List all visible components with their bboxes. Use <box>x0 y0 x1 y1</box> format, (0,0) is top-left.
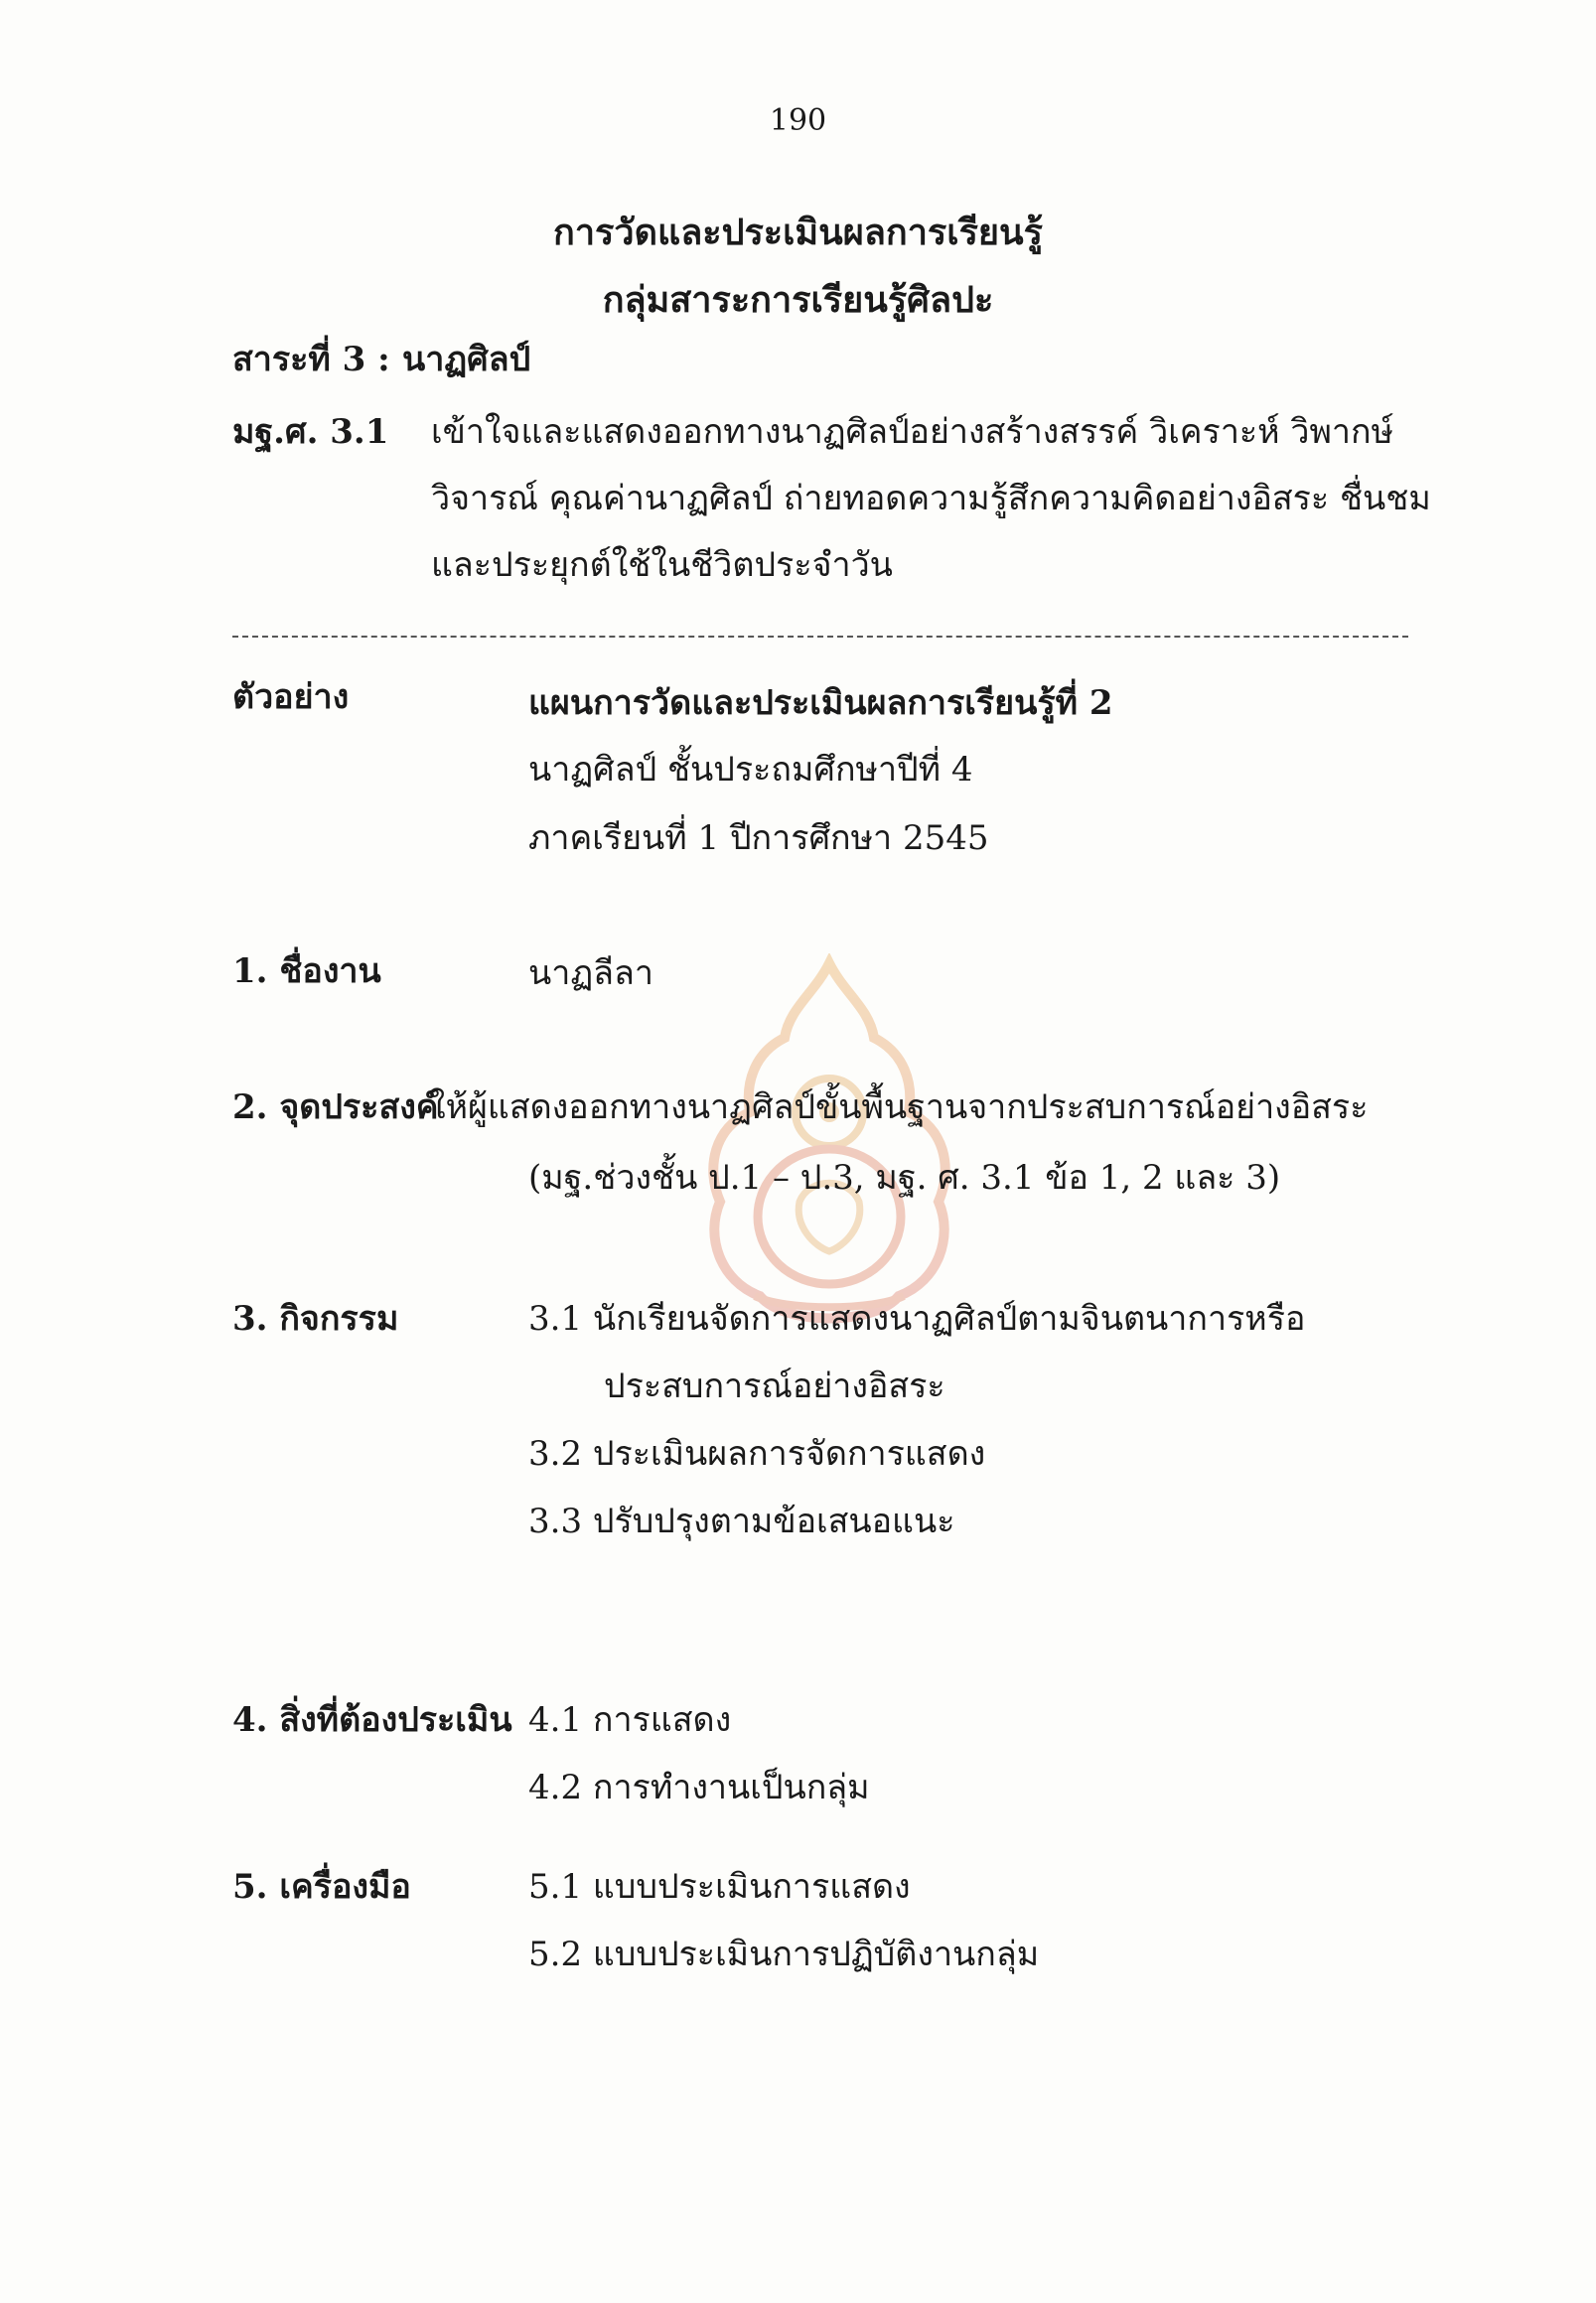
item2-line: (มฐ.ช่วงชั้น ป.1 – ป.3, มฐ. ศ. 3.1 ข้อ 1, 2 และ 3) <box>528 1158 1281 1198</box>
seal-watermark-icon <box>695 953 963 1341</box>
example-label: ตัวอย่าง <box>232 677 350 717</box>
item3-label: 3. กิจกรรม <box>232 1299 399 1339</box>
item1-label: 1. ชื่องาน <box>232 951 381 991</box>
standard-line: วิจารณ์ คุณค่านาฏศิลป์ ถ่ายทอดความรู้สึกความคิดอย่างอิสระ ชื่นชม <box>431 479 1431 518</box>
page-subtitle: กลุ่มสาระการเรียนรู้ศิลปะ <box>602 279 994 321</box>
section-divider <box>232 636 1408 638</box>
item5-line: 5.2 แบบประเมินการปฏิบัติงานกลุ่ม <box>528 1935 1040 1974</box>
page-title: การวัดและประเมินผลการเรียนรู้ <box>553 212 1043 253</box>
strand-value: นาฏศิลป์ <box>402 340 531 379</box>
standard-line: และประยุกต์ใช้ในชีวิตประจำวัน <box>431 545 893 585</box>
standard-line: เข้าใจและแสดงออกทางนาฏศิลป์อย่างสร้างสรรค์ วิเคราะห์ วิพากษ์ <box>431 412 1393 452</box>
item1-value: นาฏลีลา <box>528 953 653 993</box>
item3-line: 3.3 ปรับปรุงตามข้อเสนอแนะ <box>528 1502 955 1541</box>
example-line: ภาคเรียนที่ 1 ปีการศึกษา 2545 <box>528 818 989 858</box>
item5-label: 5. เครื่องมือ <box>232 1867 411 1907</box>
example-line: นาฏศิลป์ ชั้นประถมศึกษาปีที่ 4 <box>528 750 973 790</box>
example-heading: แผนการวัดและประเมินผลการเรียนรู้ที่ 2 <box>528 683 1113 723</box>
item4-line: 4.1 การแสดง <box>528 1700 732 1740</box>
item2-label: 2. จุดประสงค์ <box>232 1087 439 1127</box>
standard-label: มฐ.ศ. 3.1 <box>232 412 389 452</box>
item2-line: ให้ผู้แสดงออกทางนาฏศิลป์ขั้นพื้นฐานจากประสบการณ์อย่างอิสระ <box>429 1087 1369 1127</box>
page-number: 190 <box>769 103 827 138</box>
item5-line: 5.1 แบบประเมินการแสดง <box>528 1867 911 1907</box>
strand-label: สาระที่ 3 : <box>232 340 390 379</box>
item3-line: 3.2 ประเมินผลการจัดการแสดง <box>528 1434 986 1474</box>
item3-line: ประสบการณ์อย่างอิสระ <box>604 1367 945 1406</box>
item3-line: 3.1 นักเรียนจัดการแสดงนาฏศิลป์ตามจินตนาการหรือ <box>528 1299 1306 1339</box>
item4-line: 4.2 การทำงานเป็นกลุ่ม <box>528 1768 870 1807</box>
item4-label: 4. สิ่งที่ต้องประเมิน <box>232 1700 512 1740</box>
